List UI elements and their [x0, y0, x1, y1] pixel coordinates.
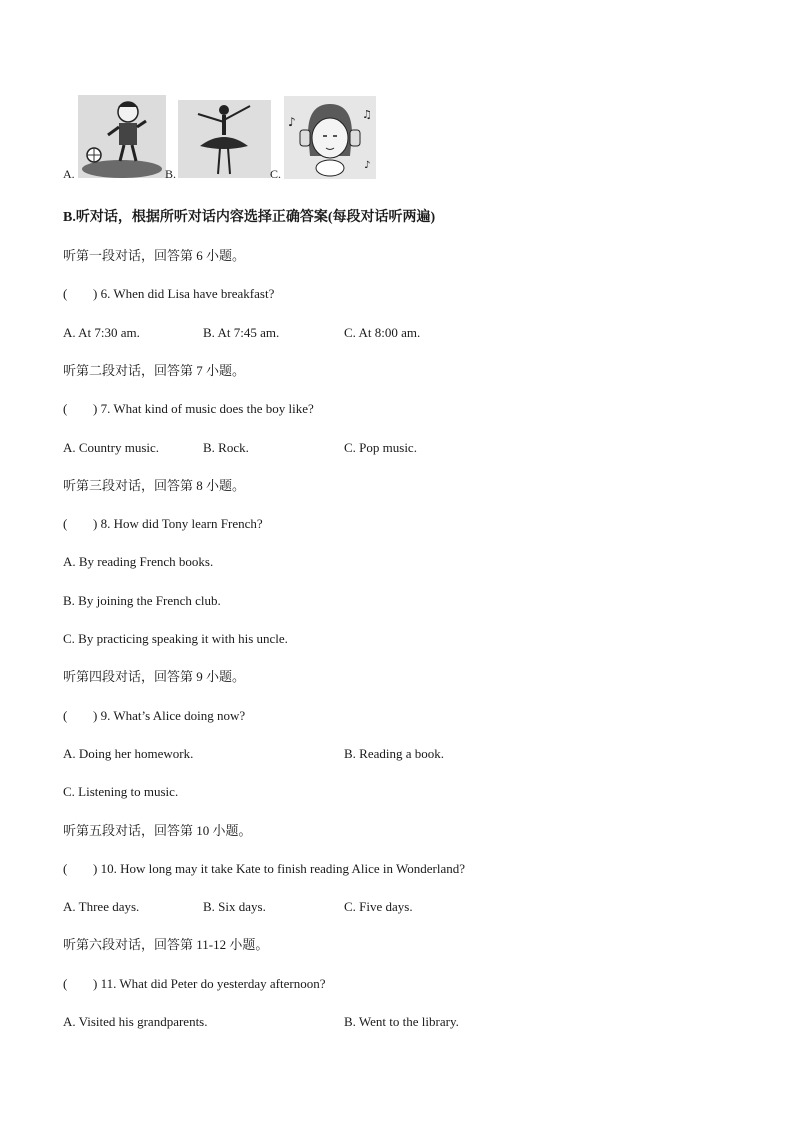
- ballet-dancer-image: [178, 100, 271, 178]
- question-6-text: 6. When did Lisa have breakfast?: [100, 286, 275, 301]
- q11-option-a: A. Visited his grandparents.: [63, 1014, 208, 1029]
- question-11-text: 11. What did Peter do yesterday afternoon?: [100, 976, 326, 991]
- question-10: ( ) 10. How long may it take Kate to finish reading Alice in Wonderland?: [63, 861, 466, 876]
- answer-blank-8[interactable]: (: [63, 516, 68, 531]
- q10-option-b: B. Six days.: [203, 899, 266, 914]
- q8-option-c: C. By practicing speaking it with his uncle.: [63, 631, 288, 646]
- q10-option-a: A. Three days.: [63, 899, 140, 914]
- svg-text:♪: ♪: [288, 115, 296, 129]
- dialogue-5-instruction: 听第五段对话，回答第 10 小题。: [63, 823, 252, 838]
- question-9-text: 9. What’s Alice doing now?: [100, 708, 246, 723]
- q10-option-c: C. Five days.: [344, 899, 413, 914]
- question-8: ( ) 8. How did Tony learn French?: [63, 516, 263, 531]
- answer-blank-10[interactable]: (: [63, 861, 68, 876]
- question-8-text: 8. How did Tony learn French?: [100, 516, 263, 531]
- q9-option-a: A. Doing her homework.: [63, 746, 194, 761]
- svg-text:♫: ♫: [362, 108, 372, 121]
- answer-blank-9[interactable]: (: [63, 708, 68, 723]
- q6-option-c: C. At 8:00 am.: [344, 325, 421, 340]
- q6-option-b: B. At 7:45 am.: [203, 325, 280, 340]
- answer-blank-11[interactable]: (: [63, 976, 68, 991]
- dialogue-2-instruction: 听第二段对话，回答第 7 小题。: [63, 363, 246, 378]
- dialogue-3-instruction: 听第三段对话，回答第 8 小题。: [63, 478, 246, 493]
- q8-option-b: B. By joining the French club.: [63, 593, 221, 608]
- answer-blank-6[interactable]: (: [63, 286, 68, 301]
- dialogue-4-instruction: 听第四段对话，回答第 9 小题。: [63, 669, 246, 684]
- q6-option-a: A. At 7:30 am.: [63, 325, 140, 340]
- section-b-heading: B.听对话，根据所听对话内容选择正确答案(每段对话听两遍): [63, 210, 436, 225]
- q7-option-c: C. Pop music.: [344, 440, 417, 455]
- svg-text:♪: ♪: [364, 160, 371, 171]
- q7-option-a: A. Country music.: [63, 440, 160, 455]
- question-7-text: 7. What kind of music does the boy like?: [100, 401, 314, 416]
- dialogue-1-instruction: 听第一段对话，回答第 6 小题。: [63, 248, 246, 263]
- q9-option-c: C. Listening to music.: [63, 784, 179, 799]
- option-b-label: B.: [165, 167, 177, 181]
- q7-option-b: B. Rock.: [203, 440, 249, 455]
- question-11: ( ) 11. What did Peter do yesterday afternoon?: [63, 976, 326, 991]
- soccer-kid-image: [78, 95, 166, 178]
- q8-option-a: A. By reading French books.: [63, 554, 214, 569]
- q11-option-b: B. Went to the library.: [344, 1014, 459, 1029]
- question-9: ( ) 9. What’s Alice doing now?: [63, 708, 246, 723]
- question-7: ( ) 7. What kind of music does the boy like?: [63, 401, 314, 416]
- girl-headphones-image: [284, 96, 376, 179]
- option-c-label: C.: [270, 167, 282, 181]
- option-a-label: A.: [63, 167, 75, 181]
- answer-blank-7[interactable]: (: [63, 401, 68, 416]
- dialogue-6-instruction: 听第六段对话，回答第 11-12 小题。: [63, 937, 269, 952]
- question-10-text: 10. How long may it take Kate to finish reading Alice in Wonderland?: [100, 861, 466, 876]
- q9-option-b: B. Reading a book.: [344, 746, 445, 761]
- question-6: ( ) 6. When did Lisa have breakfast?: [63, 286, 275, 301]
